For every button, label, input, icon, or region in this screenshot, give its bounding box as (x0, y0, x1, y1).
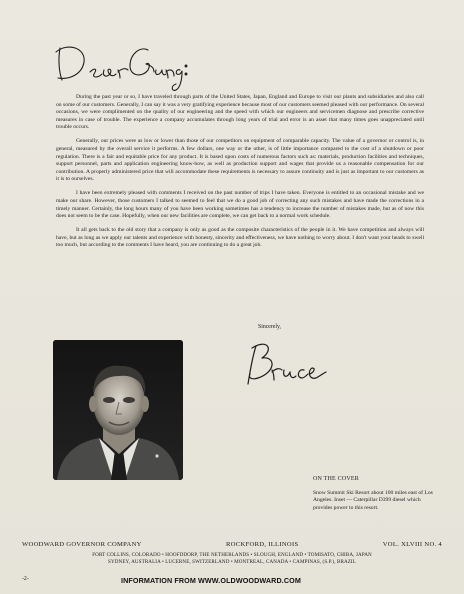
handwritten-signature (242, 334, 332, 392)
page-number: -2- (22, 576, 29, 582)
locations-line: FORT COLLINS, COLORADO • HOOFDDORP, THE NETHERLANDS • SLOUGH, ENGLAND • TOMISATO, CHIBA, JAPAN (92, 552, 372, 558)
masthead (22, 541, 442, 548)
issue-volume: VOL. XLVIII NO. 4 (382, 541, 442, 548)
locations-line: SYDNEY, AUSTRALIA • LUCERNE, SWITZERLAND • MONTREAL, CANADA • CAMPINAS, (S.P.), BRAZIL (108, 558, 356, 565)
handwritten-salutation (50, 38, 190, 94)
cover-heading: ON THE COVER (313, 476, 359, 482)
letter-paragraph: Generally, our prices were as low or lower than those of our competitors on equipment of comparable capacity. The value of a governor or control is, in general, measured by the overall service it performs. A few dollars, one way or the other, is of little importance compared to the cost of a shutdown or poor regulation. There is a fair and equitable price for any product. It is based upon costs of numerous factors such as: materials, production facilities and techniques, support personnel, parts and application engineering know-how, as well as production support and wages that provide us a reasonable compensation for our contribution. A properly administered price that will accommodate these requirements is necessary to assure continuity and is just as important to our customers as it is to ourselves. (56, 138, 424, 183)
source-banner: INFORMATION FROM WWW.OLDWOODWARD.COM (121, 576, 301, 585)
locations-list (20, 552, 444, 566)
company-name: WOODWARD GOVERNOR COMPANY (22, 541, 142, 548)
cover-caption: Snow Summit Ski Resort about 100 miles east of Los Angeles. Inset — Caterpillar D399 diesel which provides power to this resort. (313, 490, 433, 511)
letter-paragraph: During the past year or so, I have traveled through parts of the United States, Japan, England and Europe to visit our plants and subsidiaries and also call on some of our customers. Generally, I can say it was a very gratifying experience because most of our customers seemed pleased with our performance. On several occasions, we were complimented on the quality of our engineering and the speed with which our engineers and servicemen diagnose and prescribe corrective measures in case of trouble. The experience a company accumulates through long years of trial and error is an asset that many times goes unappreciated until trouble occurs. (56, 94, 424, 131)
letter-closing: Sincerely, (258, 324, 281, 330)
letter-paragraph: It all gets back to the old story that a company is only as good as the composite characteristics of the people in it. We have competition and always will have, but as long as we apply our talents and experience with honesty, sincerity and effectiveness, we have nothing to worry about. I don't want your heads to swell too much, but according to the comments I have heard, you are continuing to do a great job. (56, 227, 424, 249)
letter-paragraph: I have been extremely pleased with comments I received on the past number of trips I have taken. Everyone is entitled to an occasional mistake and we make our share. However, those customers I talked to seemed to feel that we do a good job of correcting any such mistakes and have made the corrections in a timely manner. Certainly, the long hours many of you have been working sometimes has a tendency to increase the number of mistakes made, but as of now this does not seem to be the case. Hopefully, when our new facilities are complete, we can get back to a normal work schedule. (56, 190, 424, 220)
company-city: ROCKFORD, ILLINOIS (226, 541, 299, 548)
portrait-photo (53, 340, 183, 480)
letter-body (56, 94, 424, 256)
